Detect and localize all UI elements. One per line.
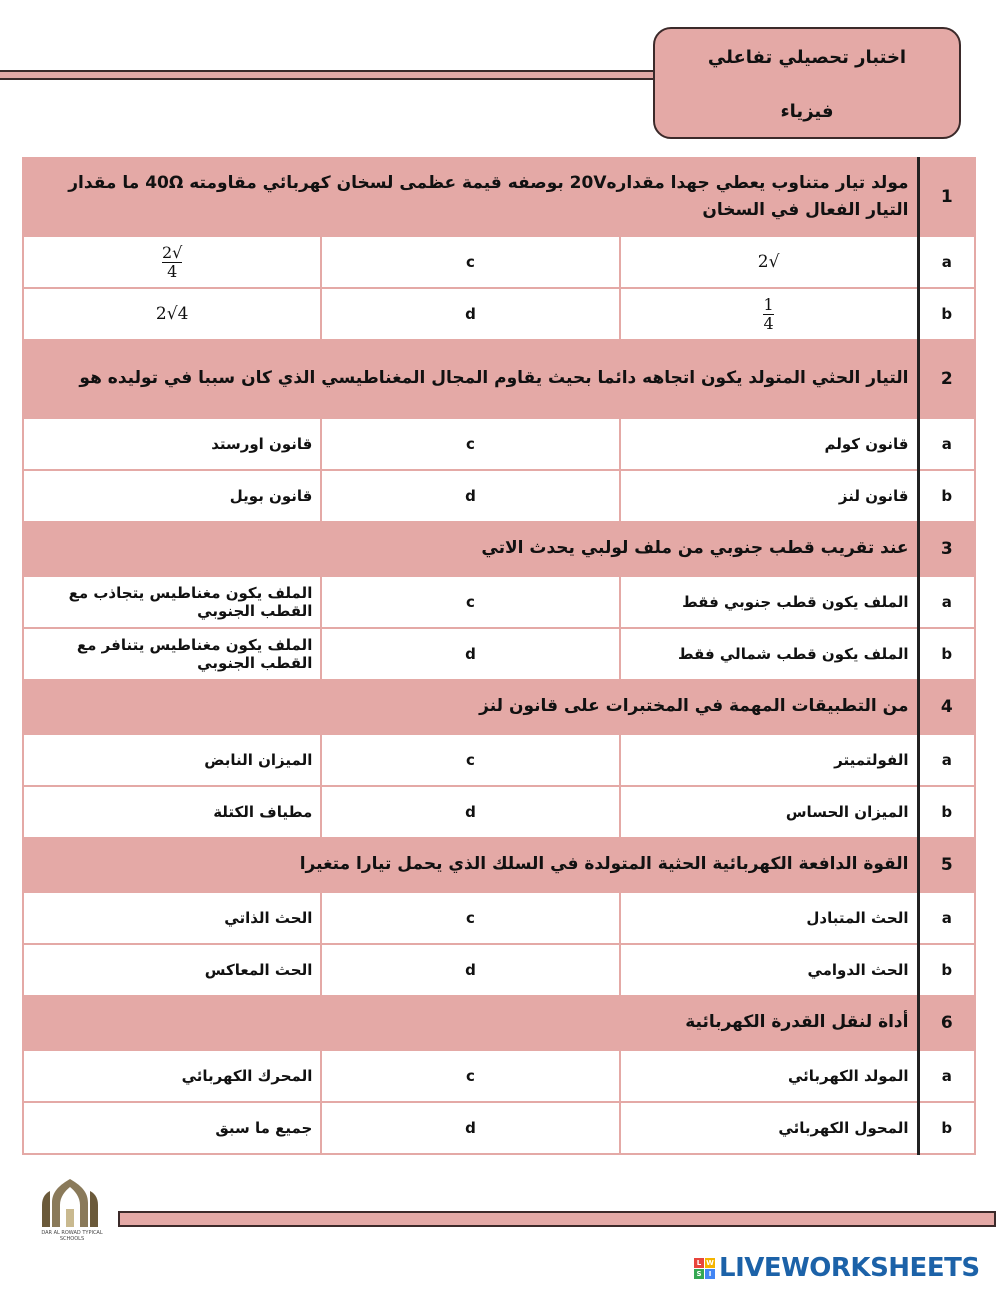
question-number: 1 (918, 158, 975, 236)
question-row (23, 838, 975, 892)
question-text: أداة لنقل القدرة الكهربائية (23, 996, 918, 1050)
option-c[interactable]: الحث الذاتي (23, 892, 321, 944)
question-text: عند تقريب قطب جنوبي من ملف لولبي يحدث الاتي (23, 522, 918, 576)
option-label-a: a (918, 576, 975, 628)
option-b[interactable]: $\frac{1}{4}$ (620, 288, 918, 340)
options-row (23, 236, 975, 288)
option-c[interactable]: قانون اورستد (23, 418, 321, 470)
question-text: من التطبيقات المهمة في المختبرات على قانون لنز (23, 680, 918, 734)
options-row (23, 786, 975, 838)
quiz-table (22, 157, 976, 1155)
liveworksheets-brand[interactable] (694, 1253, 980, 1283)
option-d[interactable]: الحث المعاكس (23, 944, 321, 996)
options-row (23, 576, 975, 628)
option-b[interactable]: الحث الدوامي (620, 944, 918, 996)
brand-name: LIVEWORKSHEETS (719, 1253, 980, 1283)
options-row (23, 1102, 975, 1154)
option-label-d: d (321, 470, 619, 522)
quiz-title: اختبار تحصيلي تفاعلي (707, 47, 907, 68)
option-a[interactable]: الحث المتبادل (620, 892, 918, 944)
options-row (23, 418, 975, 470)
option-label-b: b (918, 470, 975, 522)
option-b[interactable]: الميزان الحساس (620, 786, 918, 838)
question-text: مولد تيار متناوب يعطي جهدا مقداره20V بوصفه قيمة عظمى لسخان كهربائي مقاومته 40Ω ما مقدار التيار الفعال في السخان (23, 158, 918, 236)
question-row (23, 996, 975, 1050)
option-c[interactable]: الميزان النابض (23, 734, 321, 786)
options-row (23, 470, 975, 522)
logo-caption: DAR AL ROWAD TYPICAL SCHOOLS (41, 1230, 103, 1242)
header-rule (0, 70, 660, 80)
option-label-d: d (321, 1102, 619, 1154)
option-label-d: d (321, 628, 619, 680)
option-b[interactable]: الملف يكون قطب شمالي فقط (620, 628, 918, 680)
option-label-d: d (321, 944, 619, 996)
option-d[interactable]: مطياف الكتلة (23, 786, 321, 838)
option-label-c: c (321, 576, 619, 628)
option-b[interactable]: المحول الكهربائي (620, 1102, 918, 1154)
question-number: 4 (918, 680, 975, 734)
option-label-a: a (918, 1050, 975, 1102)
question-number: 6 (918, 996, 975, 1050)
question-row (23, 680, 975, 734)
option-label-c: c (321, 1050, 619, 1102)
option-label-c: c (321, 418, 619, 470)
question-number: 3 (918, 522, 975, 576)
question-number: 5 (918, 838, 975, 892)
option-label-d: d (321, 786, 619, 838)
option-d[interactable]: قانون بويل (23, 470, 321, 522)
option-label-b: b (918, 628, 975, 680)
subject-title: فيزياء (780, 101, 834, 122)
option-label-c: c (321, 892, 619, 944)
question-row (23, 158, 975, 236)
question-number: 2 (918, 340, 975, 418)
question-text: القوة الدافعة الكهربائية الحثية المتولدة في السلك الذي يحمل تيارا متغيرا (23, 838, 918, 892)
options-row (23, 288, 975, 340)
option-label-b: b (918, 288, 975, 340)
option-label-a: a (918, 236, 975, 288)
option-label-c: c (321, 734, 619, 786)
liveworksheets-icon: L W S I (694, 1258, 715, 1279)
option-a[interactable]: الفولتميتر (620, 734, 918, 786)
option-c[interactable]: المحرك الكهربائي (23, 1050, 321, 1102)
option-c[interactable]: $\frac{√2}{4}$ (23, 236, 321, 288)
option-d[interactable]: 4√2 (23, 288, 321, 340)
option-label-d: d (321, 288, 619, 340)
option-label-b: b (918, 944, 975, 996)
option-label-a: a (918, 734, 975, 786)
title-box (653, 27, 961, 139)
option-a[interactable]: الملف يكون قطب جنوبي فقط (620, 576, 918, 628)
option-label-a: a (918, 418, 975, 470)
options-row (23, 628, 975, 680)
footer-rule (118, 1211, 996, 1227)
question-row (23, 522, 975, 576)
option-label-a: a (918, 892, 975, 944)
options-row (23, 1050, 975, 1102)
question-text: التيار الحثي المتولد يكون اتجاهه دائما بحيث يقاوم المجال المغناطيسي الذي كان سببا في توليده هو (23, 340, 918, 418)
option-d[interactable]: جميع ما سبق (23, 1102, 321, 1154)
option-a[interactable]: قانون كولم (620, 418, 918, 470)
option-b[interactable]: قانون لنز (620, 470, 918, 522)
option-d[interactable]: الملف يكون مغناطيس يتنافر مع القطب الجنوبي (23, 628, 321, 680)
option-c[interactable]: الملف يكون مغناطيس يتجاذب مع القطب الجنوبي (23, 576, 321, 628)
option-a[interactable]: √2 (620, 236, 918, 288)
option-a[interactable]: المولد الكهربائي (620, 1050, 918, 1102)
question-row (23, 340, 975, 418)
options-row (23, 734, 975, 786)
option-label-c: c (321, 236, 619, 288)
options-row (23, 944, 975, 996)
option-label-b: b (918, 1102, 975, 1154)
option-label-b: b (918, 786, 975, 838)
options-row (23, 892, 975, 944)
